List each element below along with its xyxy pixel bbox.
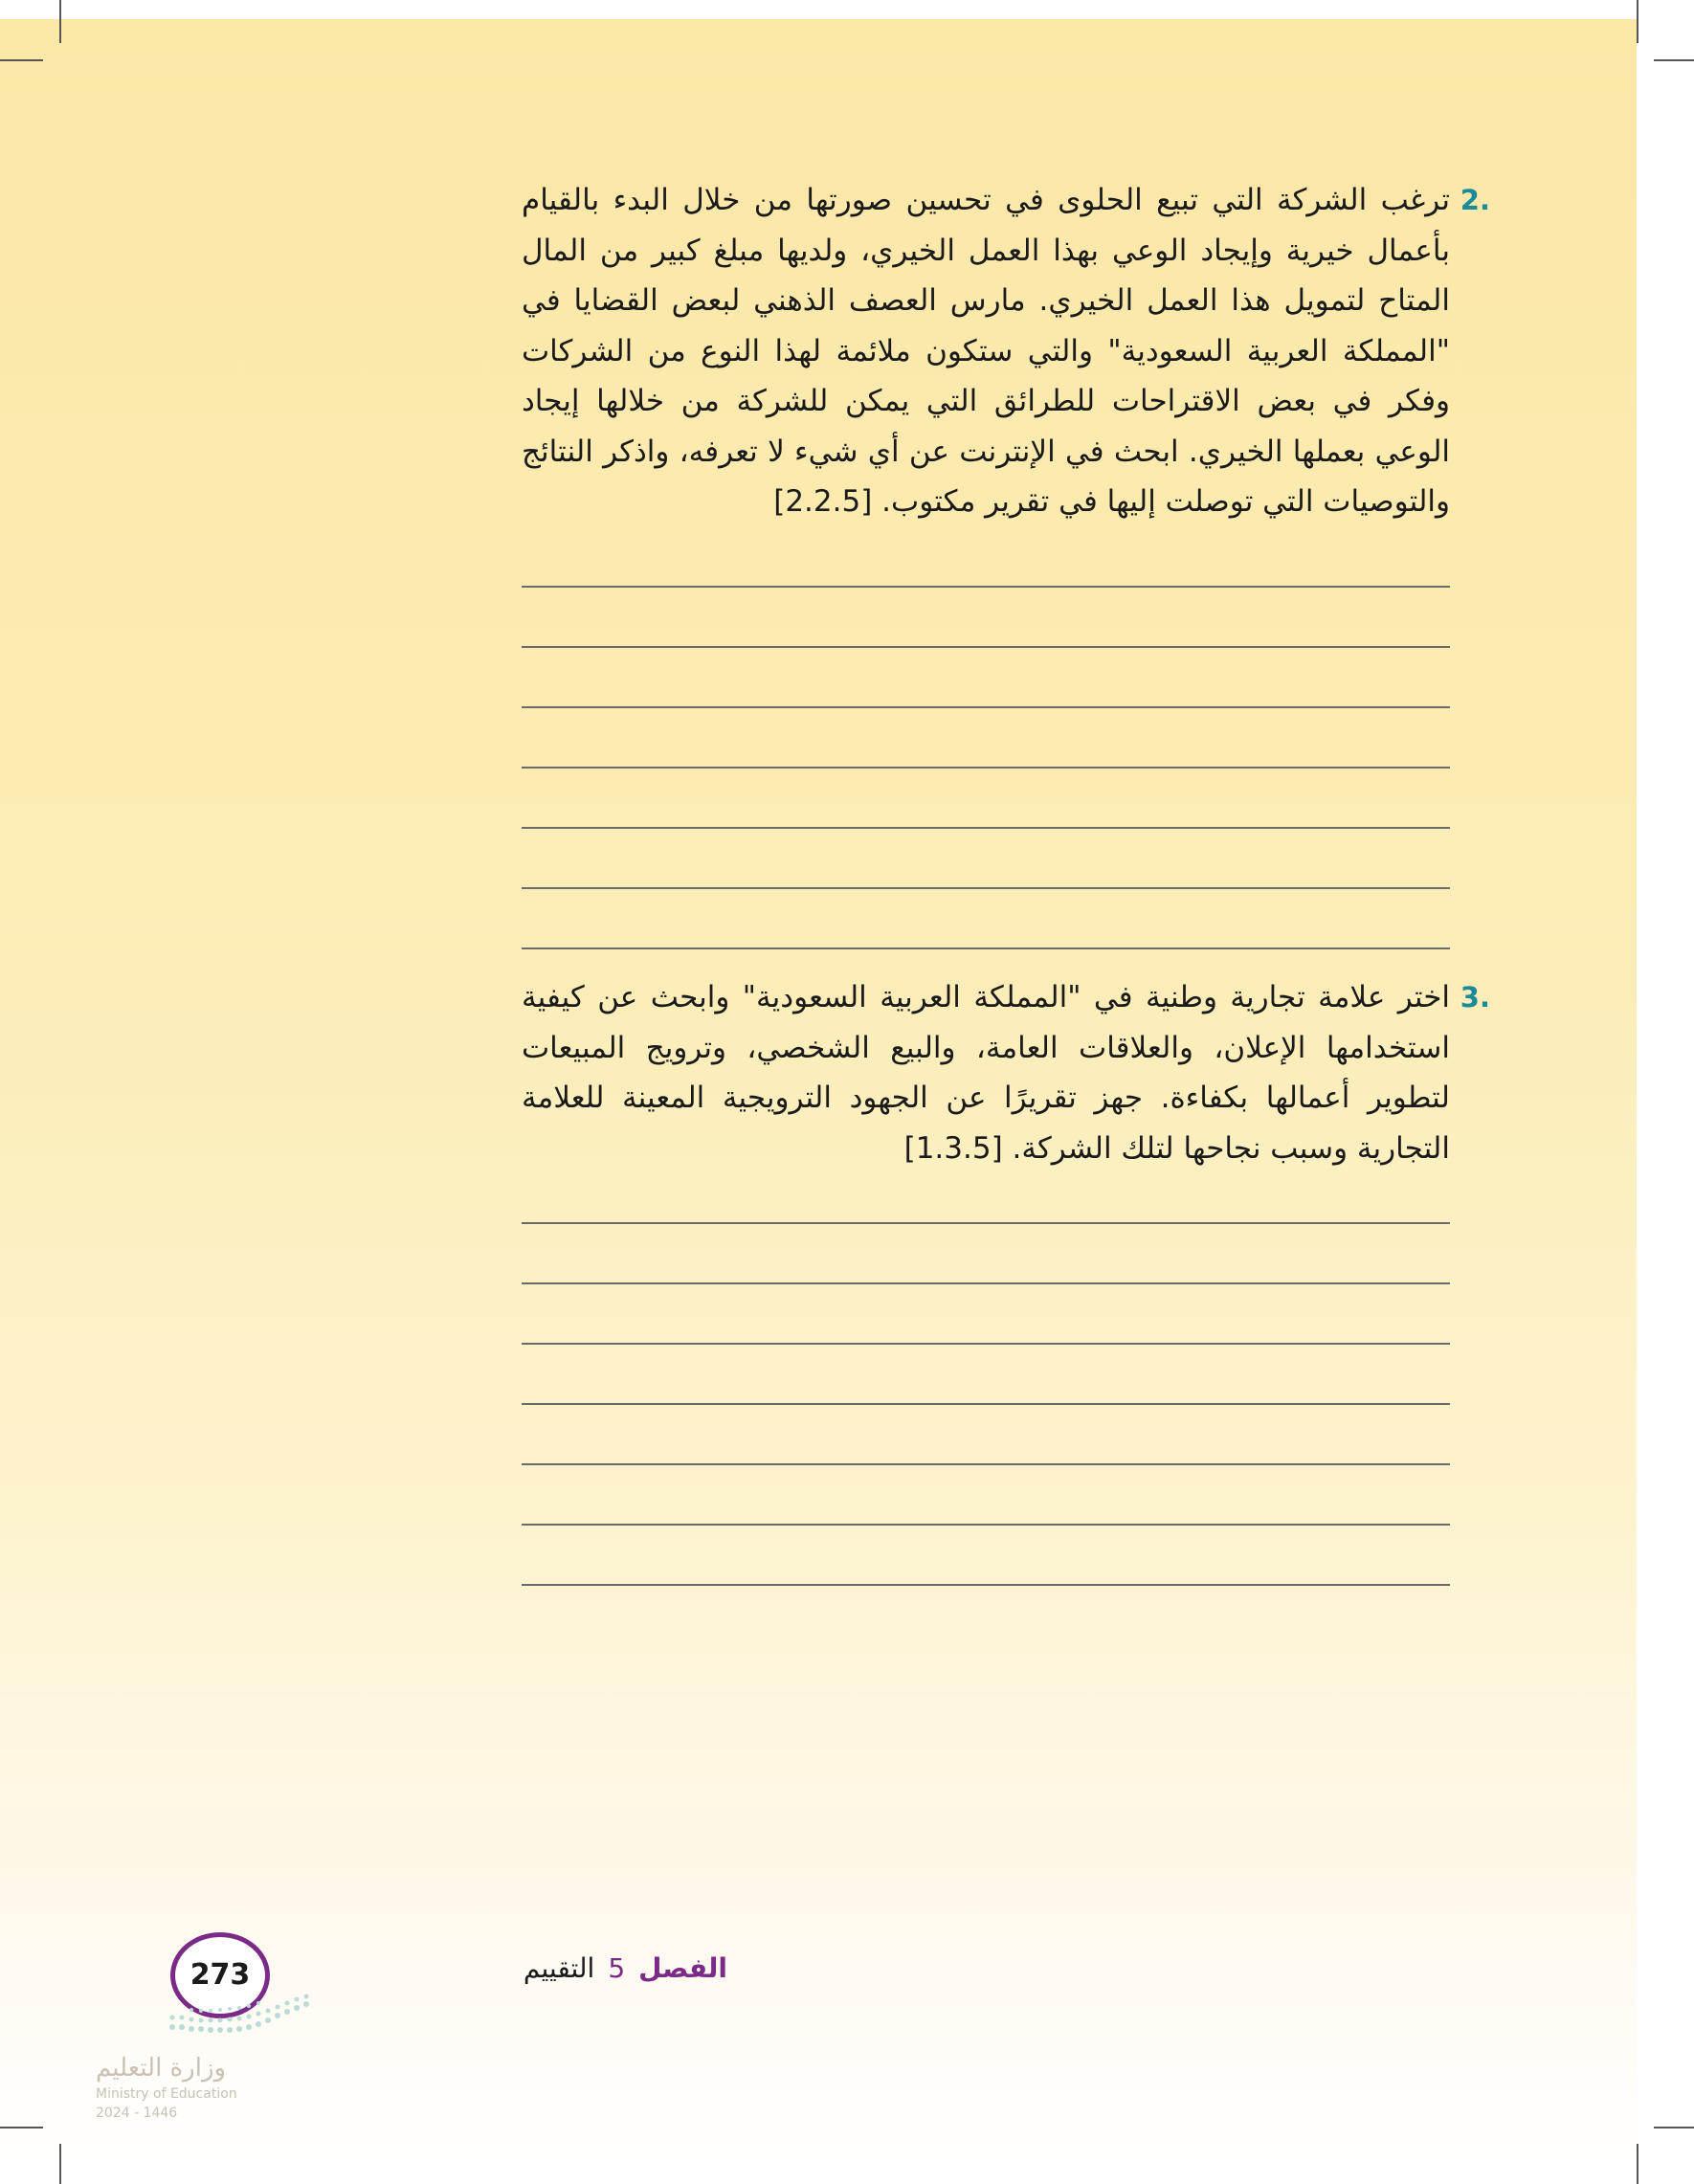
ministry-name-arabic: وزارة التعليم bbox=[96, 2054, 227, 2083]
answer-line[interactable] bbox=[522, 1403, 1450, 1405]
answer-line[interactable] bbox=[522, 947, 1450, 949]
question-3-number: .3 bbox=[1460, 981, 1490, 1014]
ministry-name-english: Ministry of Education bbox=[96, 2086, 237, 2102]
answer-line[interactable] bbox=[522, 1282, 1450, 1284]
chapter-number: 5 bbox=[608, 1952, 626, 1984]
answer-line[interactable] bbox=[522, 1584, 1450, 1586]
answer-line[interactable] bbox=[522, 1222, 1450, 1224]
crop-mark bbox=[0, 2127, 43, 2128]
answer-line[interactable] bbox=[522, 887, 1450, 889]
answer-line[interactable] bbox=[522, 1343, 1450, 1345]
crop-mark bbox=[1637, 0, 1638, 43]
answer-line[interactable] bbox=[522, 586, 1450, 588]
ministry-logo-dots-icon bbox=[167, 1991, 321, 2039]
crop-mark bbox=[59, 0, 61, 43]
answer-line[interactable] bbox=[522, 767, 1450, 769]
crop-mark bbox=[0, 59, 43, 61]
page-number: 273 bbox=[170, 1932, 270, 2018]
answer-line[interactable] bbox=[522, 646, 1450, 648]
question-2-number: .2 bbox=[1460, 184, 1490, 216]
ministry-year: 2024 - 1446 bbox=[96, 2106, 178, 2121]
crop-mark bbox=[1654, 2127, 1694, 2128]
crop-mark bbox=[59, 2144, 61, 2184]
answer-line[interactable] bbox=[522, 1463, 1450, 1465]
crop-mark bbox=[1654, 59, 1694, 61]
answer-line[interactable] bbox=[522, 1524, 1450, 1526]
section-title: التقييم bbox=[523, 1952, 595, 1984]
page-footer bbox=[524, 1952, 727, 1984]
question-3 bbox=[522, 972, 1490, 1173]
question-2-text: ترغب الشركة التي تبيع الحلوى في تحسين صورتها من خلال البدء بالقيام بأعمال خيرية وإيجاد الوعي بهذا العمل الخيري، ولديها مبلغ كبير من المال المتاح لتمويل هذا العمل الخيري. مارس العصف الذهني لبعض القضايا في "المملكة العربية السعودية" والتي ستكون ملائمة لهذا النوع من الشركات وفكر في بعض الاقتراحات للطرائق التي يمكن للشركة من خلالها إيجاد الوعي بعملها الخيري. ابحث في الإنترنت عن أي شيء لا تعرفه، واذكر النتائج والتوصيات التي توصلت إليها في تقرير مكتوب. [2.2.5] bbox=[522, 183, 1450, 519]
answer-line[interactable] bbox=[522, 827, 1450, 829]
crop-mark bbox=[1637, 2144, 1638, 2184]
chapter-label: الفصل bbox=[638, 1952, 727, 1984]
question-2 bbox=[522, 175, 1490, 527]
question-3-text: اختر علامة تجارية وطنية في "المملكة العربية السعودية" وابحث عن كيفية استخدامها الإعلان، والعلاقات العامة، والبيع الشخصي، وترويج المبيعات لتطوير أعمالها بكفاءة. جهز تقريرًا عن الجهود الترويجية المعينة للعلامة التجارية وسبب نجاحها لتلك الشركة. [1.3.5] bbox=[522, 980, 1450, 1166]
answer-line[interactable] bbox=[522, 706, 1450, 708]
